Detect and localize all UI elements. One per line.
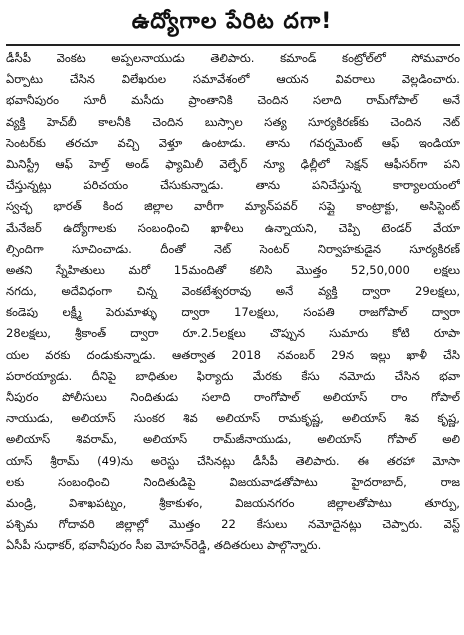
- article-line: మేనేజర్ ఉద్యోగాలకు సంబంధించి ఖాళీలు ఉన్నాయని, చెప్పి టెండర్ వేయా: [6, 220, 460, 235]
- article-line: స్వచ్ఛ భారత్ కింద జిల్లాల వారీగా మ్యాన్‌పవర్ సప్లై కాంట్రాక్టు, అసిస్టెంట్: [6, 199, 460, 214]
- headline-divider: [6, 44, 460, 46]
- article-line: డీసీపీ వెంకట అప్పలనాయుడు తెలిపారు. కమాండ్ కంట్రోల్‌లో సోమవారం: [6, 51, 460, 65]
- article-line: లకు సంబంధించి నిందితుడిపై విజయవాడతోపాటు హైదరాబాద్, రాజ: [6, 474, 460, 489]
- article-line: మినిస్ట్రీ ఆఫ్ హెల్త్ అండ్ ఫ్యామిలీ వెల్ఫేర్ న్యూ ఢిల్లీలో సెక్షన్ ఆఫీసర్‌గా పని: [6, 156, 460, 171]
- article-line: ల్సిందిగా సూచించాడు. దీంతో నెట్ సెంటర్ నిర్వాహకుడైన సూర్యకిరణ్: [6, 241, 460, 256]
- article-line: యాస్ శ్రీరామ్ (49)ను అరెస్టు చేసినట్లు డీసీపీ తెలిపారు. ఈ తరహా మోసా: [6, 453, 460, 468]
- article-line: అలియాస్ శివరామ్, అలియాస్ రామ్‌జీనాయుడు, అలియాస్ గోపాల్ అలి: [6, 432, 460, 447]
- article-line: భవానీపురం సూరీ మసీదు ప్రాంతానికి చెందిన సలాది రామ్‌గోపాల్ అనే: [6, 93, 460, 108]
- article-line: ఏసీపీ సుధాకర్, భవానీపురం సీఐ మోహన్‌రెడ్డి, తదితరులు పాల్గొన్నారు.: [6, 538, 322, 553]
- article-body: [6, 48, 460, 557]
- article-line: యల వరకు దండుకున్నాడు. ఆతర్వాత 2018 నవంబర్ 29న ఇల్లు ఖాళీ చేసి: [6, 347, 460, 362]
- article-line: పశ్చిమ గోదావరి జిల్లాల్లో మొత్తం 22 కేసులు నమోదైనట్లు చెప్పారు. వెస్ట్: [6, 517, 460, 532]
- article-line: సెంటర్‌కు తరచూ వచ్చి వెళ్తూ ఉంటాడు. తాను గవర్నమెంట్ ఆఫ్ ఇండియా: [6, 135, 460, 150]
- headline: ఉద్యోగాల పేరిట దగా!: [131, 9, 333, 34]
- article-line: పరారయ్యాడు. దీనిపై బాధితుల ఫిర్యాదు మేరకు కేసు నమోదు చేసిన భవా: [6, 368, 460, 383]
- article-line: 28లక్షలు, శ్రీకాంత్ ద్వారా రూ.2.5లక్షలు చొప్పున సుమారు కోటి రూపా: [6, 326, 460, 341]
- article-line: నీపురం పోలీసులు నిందితుడు సలాది రాంగోపాల్ అలియాస్ రాం గోపాల్: [6, 390, 460, 404]
- article-line: నగదు, అదేవిధంగా చిన్న వెంకటేశ్వరరావు అనే వ్యక్తి ద్వారా 29లక్షలు,: [6, 284, 460, 299]
- article-line: చేస్తున్నట్లు పరిచయం చేసుకున్నాడు. తాను పనిచేస్తున్న కార్యాలయంలో: [6, 178, 460, 193]
- article-line: నాయుడు, అలియాస్ సుంకర శివ అలియాస్ రామకృష్ణ, అలియాస్ శివ కృష్ణ,: [6, 411, 460, 426]
- article-line: ఏర్పాటు చేసిన విలేఖరుల సమావేశంలో ఆయన వివరాలు వెల్లడించారు.: [6, 72, 460, 87]
- article-line: వ్యక్తి హెచ్‌బీ కాలనీకి చెందిన బుస్సాల సత్య సూర్యకిరణ్‌కు చెందిన నెట్: [6, 114, 460, 129]
- article-line: అతని స్నేహితులు మరో 15మందితో కలిసి మొత్తం 52,50,000 లక్షలు: [6, 262, 460, 277]
- article-line: కండెపు లక్ష్మీ పెరుమాళ్ళు ద్వారా 17లక్షలు, సంపతి రాజగోపాల్ ద్వారా: [6, 305, 460, 320]
- article-line: మండ్రి, విశాఖపట్నం, శ్రీకాకుళం, విజయనగరం జిల్లాలతోపాటు తూర్పు,: [6, 495, 460, 510]
